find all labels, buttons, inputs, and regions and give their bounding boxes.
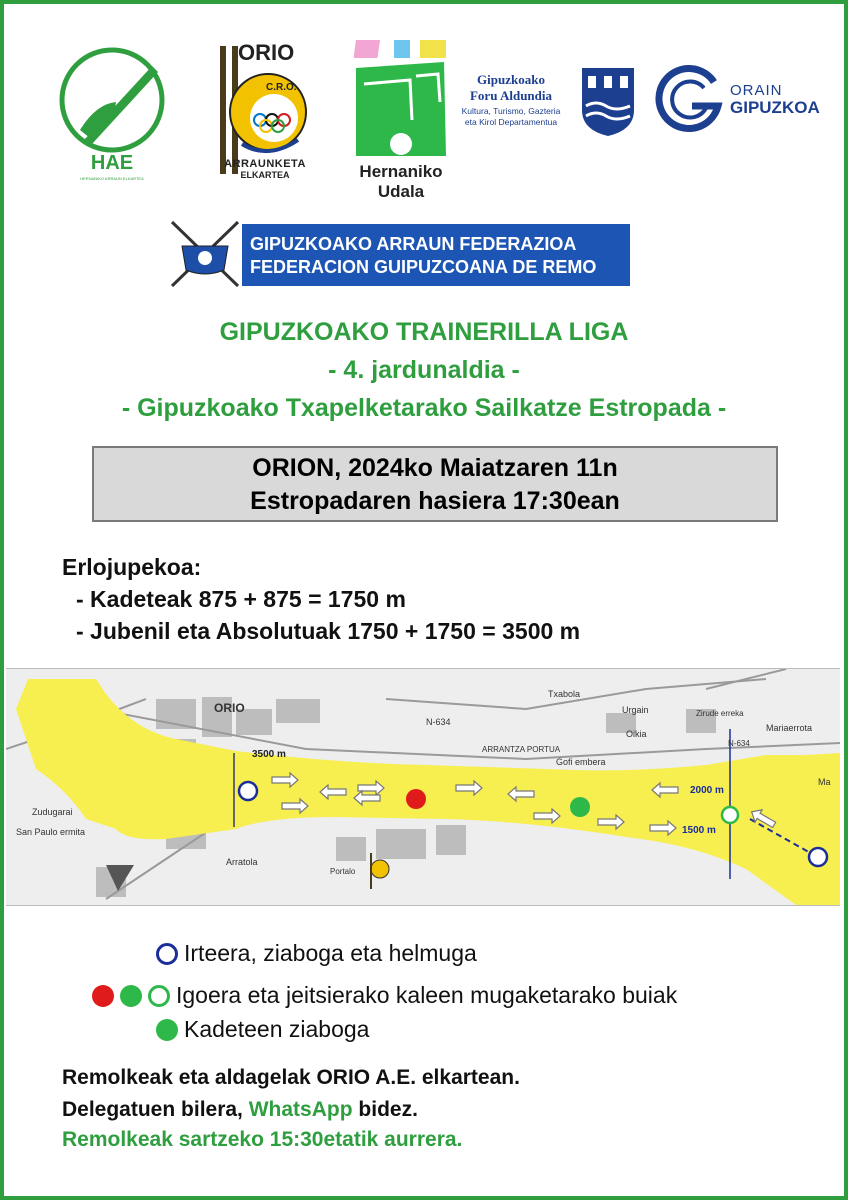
hae-logo — [56, 44, 168, 184]
hae-emblem-icon — [56, 44, 168, 156]
foru-line2: Foru Aldundia — [469, 88, 552, 103]
round-title: - 4. jardunaldia - — [328, 356, 520, 384]
map-label-sanpaulo: San Paulo ermita — [16, 827, 86, 837]
legend-item-cadet — [156, 1016, 369, 1043]
footer-line-time: Remolkeak sartzeko 15:30etatik aurrera. — [62, 1128, 463, 1151]
league-title: GIPUZKOAKO TRAINERILLA LIGA — [219, 318, 629, 346]
map-label-2000: 2000 m — [690, 785, 724, 796]
foru-shield-icon — [578, 66, 638, 138]
map-label-ma: Ma — [818, 777, 831, 787]
orio-logo-bottom1: ARRAUNKETA — [224, 158, 306, 170]
map-orio-mini-icon — [368, 851, 392, 891]
map-label-zudugarai: Zudugarai — [32, 807, 73, 817]
buoy-start-right — [809, 848, 827, 866]
buoy-start-left — [239, 782, 257, 800]
hernani-line1: Hernaniko — [359, 162, 443, 181]
legend-item-buoys — [92, 982, 677, 1009]
hae-logo-sub: HERNANIKO ARRAUN ELKARTEA — [80, 176, 144, 181]
orain-gipuzkoa-logo — [652, 62, 828, 138]
footer-meeting-suffix: bidez. — [358, 1098, 418, 1121]
map-label-txabola: Txabola — [548, 689, 581, 699]
blue-circle-icon — [156, 943, 178, 965]
orio-logo-bottom2: ELKARTEA — [240, 170, 290, 180]
hernani-emblem-icon — [354, 40, 448, 160]
race-format-seniors: - Jubenil eta Absolutuak 1750 + 1750 = 3500 m — [76, 618, 581, 644]
map-label-road2: N-634 — [728, 739, 750, 748]
legend-item-buoys-label: Igoera eta jeitsierako kaleen mugaketarako buiak — [176, 982, 678, 1008]
map-label-road1: N-634 — [426, 717, 451, 727]
green-circle-icon — [148, 985, 170, 1007]
federation-banner — [168, 218, 632, 290]
start-time-text: Estropadaren hasiera 17:30ean — [250, 487, 620, 515]
legend-item-blue — [156, 940, 477, 967]
orain-g-icon — [652, 62, 728, 138]
footer-line-meeting — [62, 1098, 418, 1122]
map-label-erreka: Zirude erreka — [696, 709, 744, 718]
race-course-map — [6, 668, 840, 906]
map-label-3500: 3500 m — [252, 749, 286, 760]
hernani-logo — [354, 40, 448, 202]
foru-line4: eta Kirol Departamentua — [464, 117, 558, 127]
buoy-red — [406, 789, 426, 809]
map-label-mariaerrota: Mariaerrota — [766, 723, 813, 733]
orio-logo-mid: C.R.O. — [266, 82, 297, 93]
buoy-green — [570, 797, 590, 817]
legend-item-cadet-label: Kadeteen ziaboga — [184, 1016, 370, 1042]
race-format-cadets: - Kadeteak 875 + 875 = 1750 m — [76, 586, 406, 612]
legend-item-blue-label: Irteera, ziaboga eta helmuga — [184, 940, 477, 966]
map-label-oikia: Oikia — [626, 729, 647, 739]
foru-line3: Kultura, Turismo, Gazteria — [461, 106, 561, 116]
orain-line2: GIPUZKOA — [730, 98, 820, 117]
buoy-green-outline — [722, 807, 738, 823]
federation-line1: GIPUZKOAKO ARRAUN FEDERAZIOA — [250, 234, 577, 254]
map-label-arratola: Arratola — [226, 857, 258, 867]
federation-emblem-icon — [168, 218, 242, 290]
date-info-box — [92, 446, 778, 522]
date-location-text: ORION, 2024ko Maiatzaren 11n — [252, 454, 618, 482]
map-label-port: ARRANTZA PORTUA — [482, 745, 561, 754]
foru-logo — [450, 66, 640, 146]
map-label-gofi: Gofi embera — [556, 757, 606, 767]
map-label-portalo: Portalo — [330, 867, 356, 876]
federation-line2: FEDERACION GUIPUZCOANA DE REMO — [250, 257, 597, 277]
map-label-orio: ORIO — [214, 701, 245, 715]
footer-meeting-prefix: Delegatuen bilera, — [62, 1098, 243, 1121]
orio-logo-top: ORIO — [238, 40, 295, 65]
map-label-urgain: Urgain — [622, 705, 649, 715]
footer-whatsapp: WhatsApp — [248, 1098, 353, 1121]
map-orio-mini-logo — [368, 851, 392, 891]
orain-line1: ORAIN — [730, 82, 783, 99]
race-subtitle: - Gipuzkoako Txapelketarako Sailkatze Estropada - — [121, 394, 727, 422]
footer-line-trailers: Remolkeak eta aldagelak ORIO A.E. elkartean. — [62, 1066, 520, 1089]
green-dot-icon — [156, 1019, 178, 1041]
hernani-line2: Udala — [377, 182, 425, 201]
map-label-1500: 1500 m — [682, 825, 716, 836]
hae-logo-name: HAE — [90, 152, 134, 174]
green-dot-icon — [120, 985, 142, 1007]
race-format-title: Erlojupekoa: — [62, 554, 202, 580]
red-dot-icon — [92, 985, 114, 1007]
orio-logo — [212, 40, 312, 180]
foru-line1: Gipuzkoako — [477, 72, 545, 87]
